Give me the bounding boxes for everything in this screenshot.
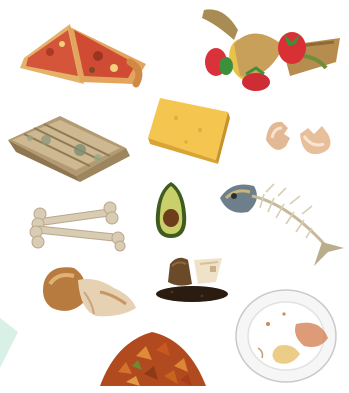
dry-autumn-leaves <box>96 326 210 392</box>
tea-bag-and-coffee-grounds <box>152 254 230 304</box>
animal-bones <box>28 200 128 248</box>
fruit-and-vegetable-scraps <box>194 4 344 96</box>
roast-chicken-pieces <box>40 262 138 318</box>
pizza-slices <box>18 20 150 88</box>
cheese-wedge <box>146 94 230 164</box>
halved-avocado <box>152 180 190 240</box>
fish-skeleton <box>218 176 348 268</box>
moldy-bread-slices <box>6 110 130 182</box>
dirty-paper-plate <box>234 288 338 384</box>
cracked-eggshells <box>262 116 336 158</box>
corner-accent <box>0 318 18 368</box>
